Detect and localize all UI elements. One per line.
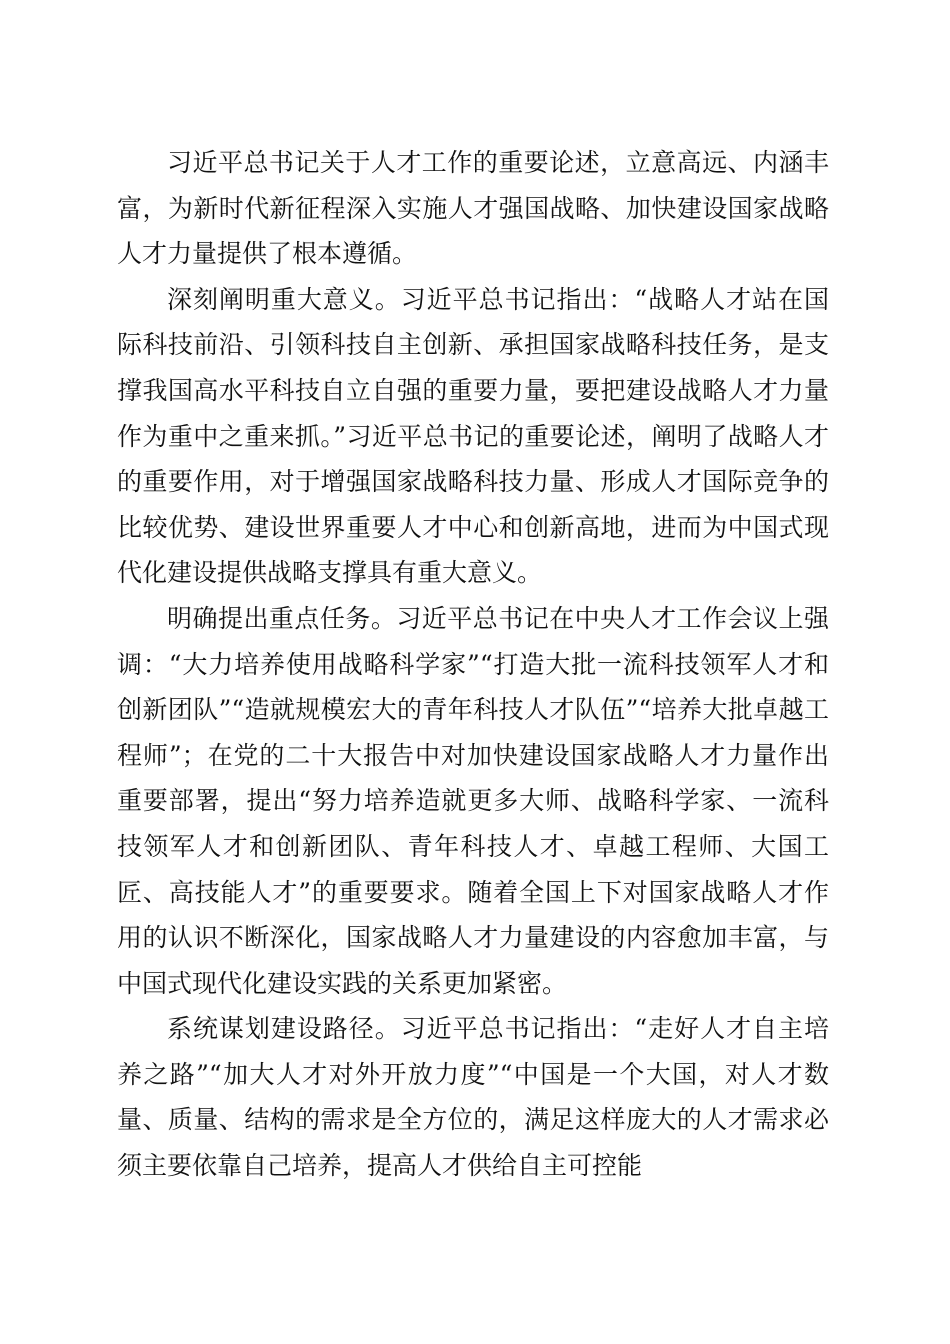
- paragraph-intro: 习近平总书记关于人才工作的重要论述，立意高远、内涵丰富，为新时代新征程深入实施人才强国战略、加快建设国家战略人才力量提供了根本遵循。: [117, 148, 829, 269]
- paragraph-construction-path: 系统谋划建设路径。习近平总书记指出：“走好人才自主培养之路”“加大人才对外开放力度”“中国是一个大国，对人才数量、质量、结构的需求是全方位的，满足这样庞大的人才需求必须主要依靠自己培养，提高人才供给自主可控能: [117, 1014, 829, 1181]
- document-body: [117, 140, 829, 1189]
- paragraph-significance: 深刻阐明重大意义。习近平总书记指出：“战略人才站在国际科技前沿、引领科技自主创新、承担国家战略科技任务，是支撑我国高水平科技自立自强的重要力量，要把建设战略人才力量作为重中之重来抓。”习近平总书记的重要论述，阐明了战略人才的重要作用，对于增强国家战略科技力量、形成人才国际竞争的比较优势、建设世界重要人才中心和创新高地，进而为中国式现代化建设提供战略支撑具有重大意义。: [117, 284, 829, 588]
- paragraph-key-tasks: 明确提出重点任务。习近平总书记在中央人才工作会议上强调：“大力培养使用战略科学家”“打造大批一流科技领军人才和创新团队”“造就规模宏大的青年科技人才队伍”“培养大批卓越工程师”；在党的二十大报告中对加快建设国家战略人才力量作出重要部署，提出“努力培养造就更多大师、战略科学家、一流科技领军人才和创新团队、青年科技人才、卓越工程师、大国工匠、高技能人才”的重要要求。随着全国上下对国家战略人才作用的认识不断深化，国家战略人才力量建设的内容愈加丰富，与中国式现代化建设实践的关系更加紧密。: [117, 603, 829, 998]
